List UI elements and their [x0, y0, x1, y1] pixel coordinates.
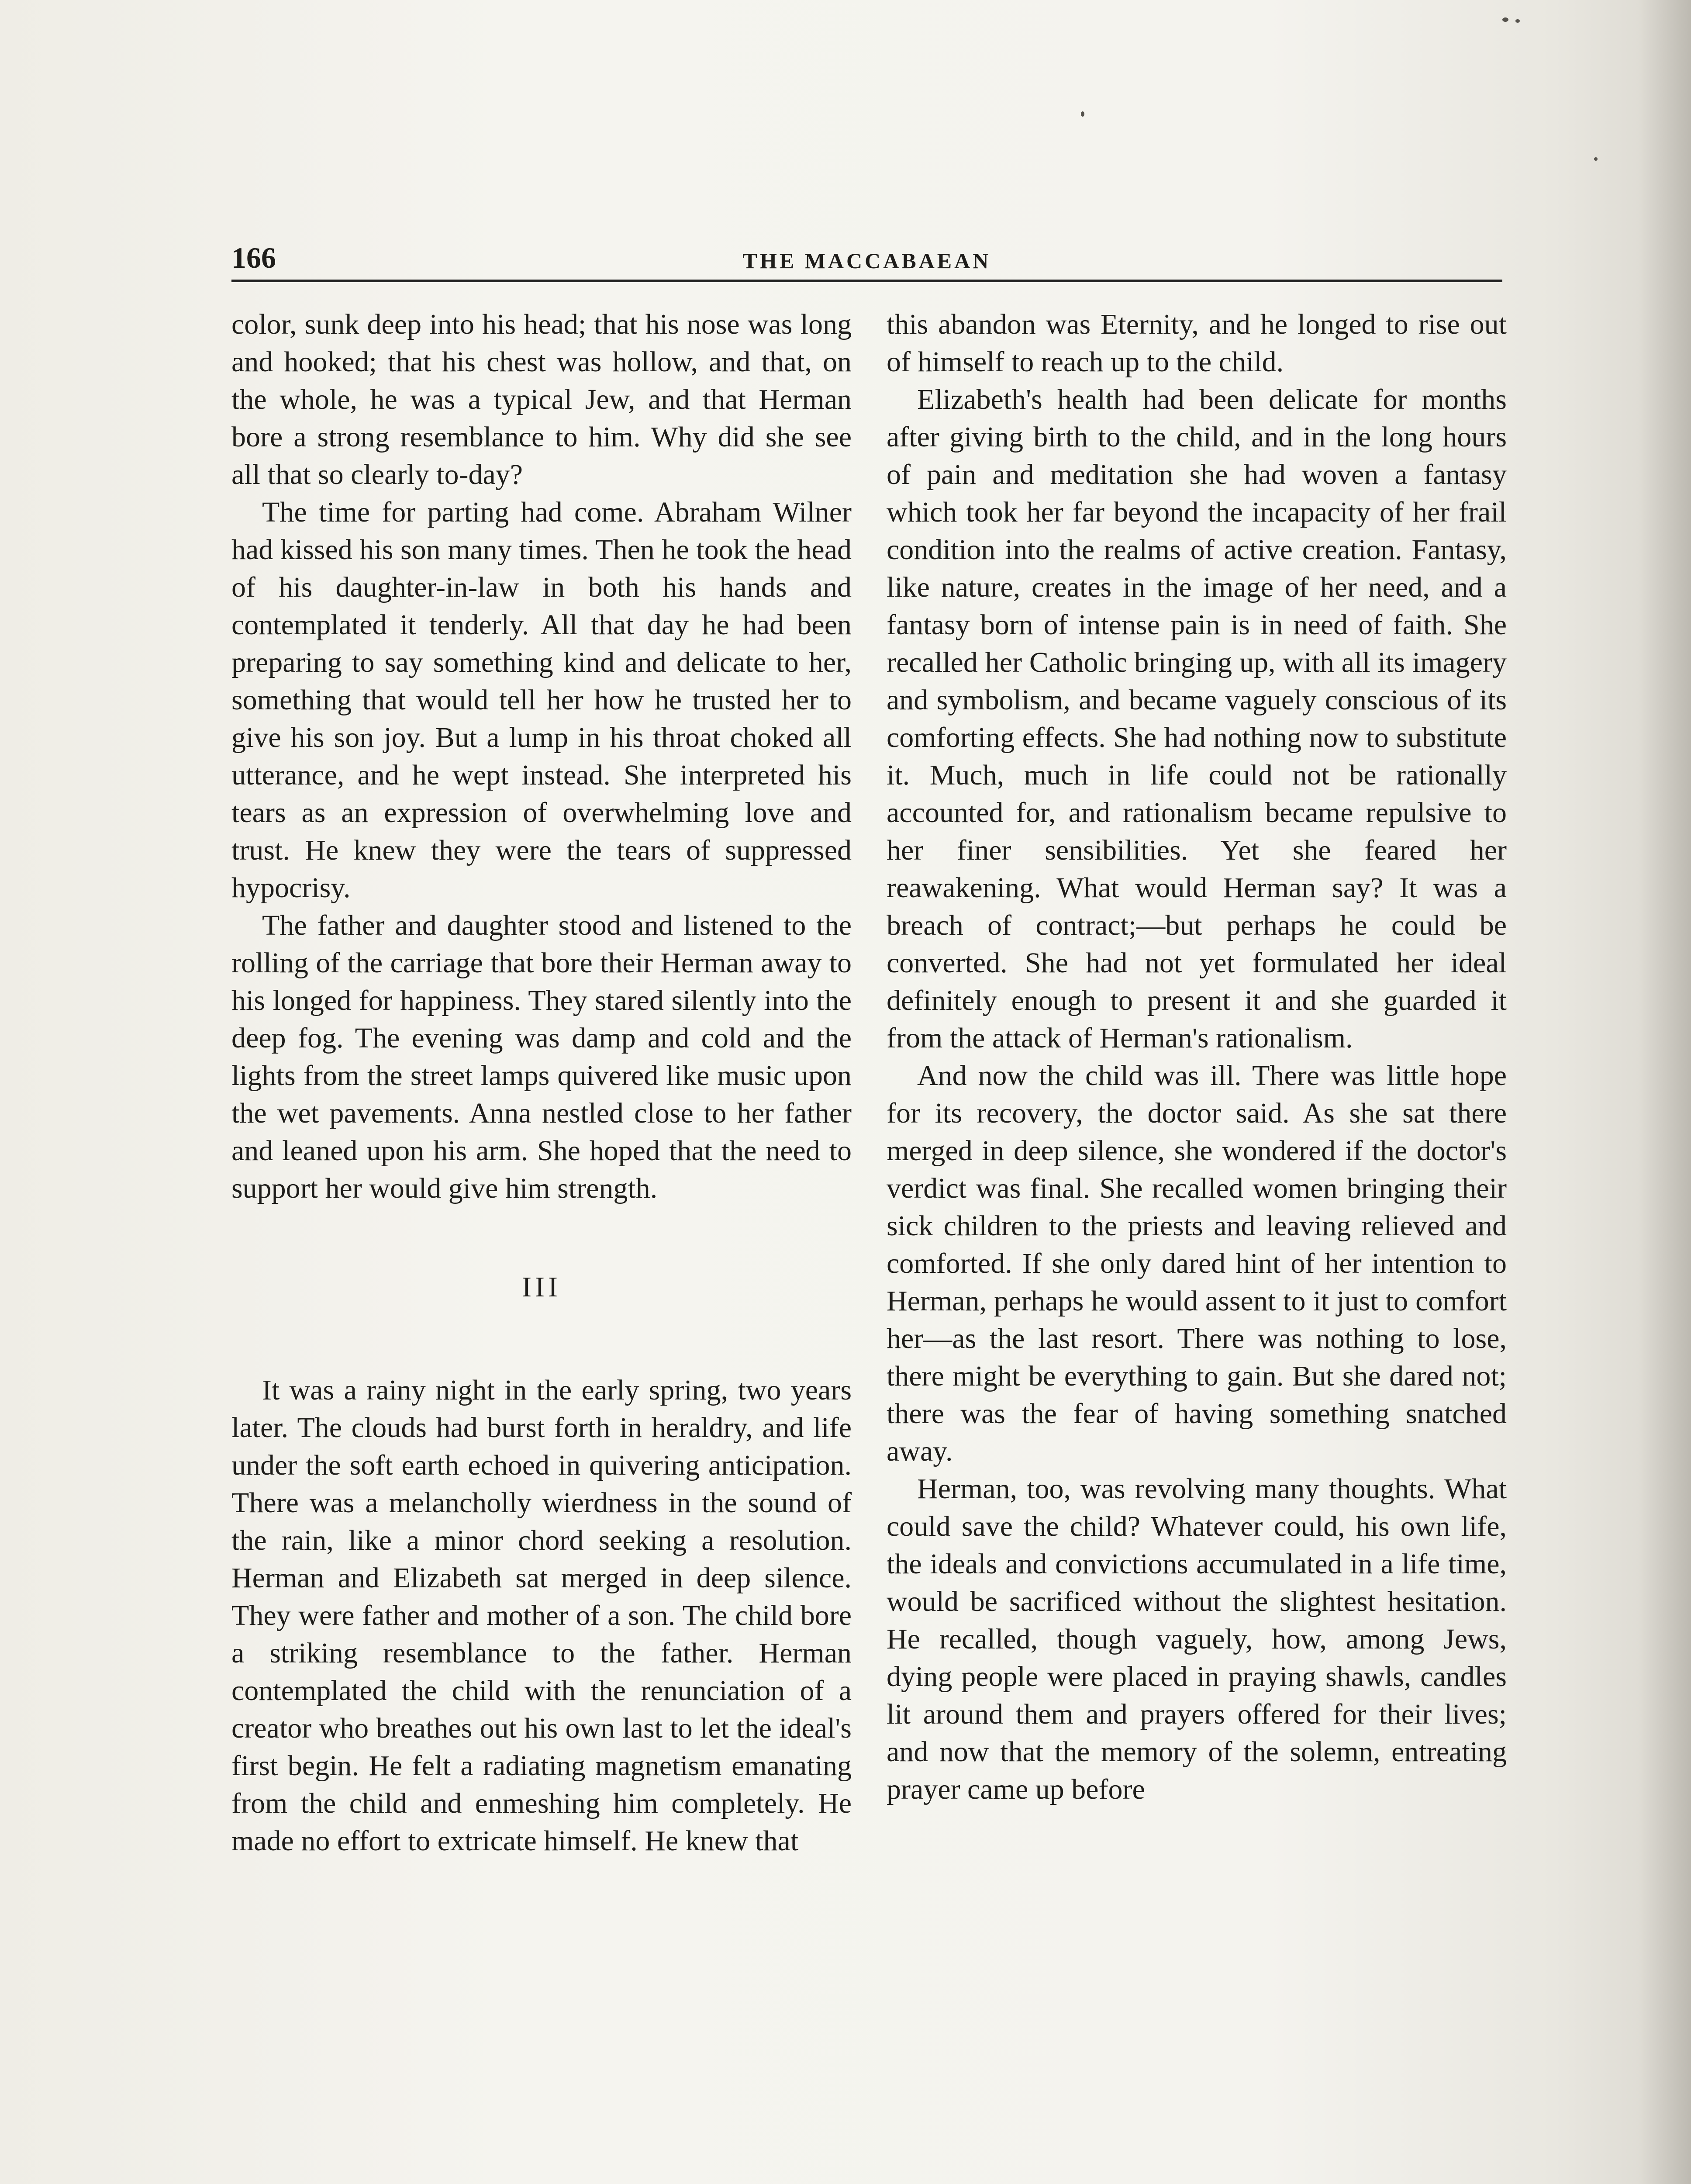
paragraph: The father and daughter stood and listened to the rolling of the carriage that bore their Herman away to his longed for happiness. They stared silently into the deep fog. The evening was damp and cold and the lights from the street lamps quivered like music upon the wet pavements. Anna nestled close to her father and leaned upon his arm. She hoped that the need to support her would give him strength.	[231, 909, 852, 1204]
scan-speck	[1502, 17, 1508, 22]
scan-speck	[1081, 111, 1084, 117]
scan-speck	[1594, 157, 1598, 161]
scan-speck	[1515, 19, 1520, 23]
paragraph: And now the child was ill. There was little hope for its recovery, the doctor said. As she sat there merged in deep silence, she wondered if the doctor's verdict was final. She recalled women bringing their sick children to the priests and leaving relieved and comforted. If she only dared hint of her intention to Herman, perhaps he would assent to it just to comfort her—as the last resort. There was nothing to lose, there might be everything to gain. But she dared not; there was the fear of having something snatched away.	[887, 1060, 1507, 1467]
paragraph: Herman, too, was revolving many thoughts. What could save the child? Whatever could, his own life, the ideals and convictions accumulated in a life time, would be sacrificed without the slightest hesitation. He recalled, though vaguely, how, among Jews, dying people were placed in praying shawls, candles lit around them and prayers offered for their lives; and now that the memory of the solemn, entreating prayer came up before	[887, 1473, 1507, 1805]
page-binding-shadow	[1639, 0, 1691, 2184]
paragraph: color, sunk deep into his head; that his nose was long and hooked; that his chest was hollow, and that, on the whole, he was a typical Jew, and that Herman bore a strong resemblance to him. Why did she see all that so clearly to-day?	[231, 308, 852, 491]
section-heading: III	[522, 1271, 561, 1303]
paragraph: this abandon was Eternity, and he longed to rise out of himself to reach up to the child.	[887, 308, 1507, 378]
page-header	[231, 232, 1502, 282]
left-column	[231, 306, 852, 1860]
paragraph: It was a rainy night in the early spring, two years later. The clouds had burst forth in heraldry, and life under the soft earth echoed in quivering anticipation. There was a melancholly wierdness in the sound of the rain, like a minor chord seeking a resolution. Herman and Elizabeth sat merged in deep silence. They were father and mother of a son. The child bore a striking resemblance to the father. Herman contemplated the child with the renunciation of a creator who breathes out his own last to let the ideal's first begin. He felt a radiating magnetism emanating from the child and enmeshing him completely. He made no effort to extricate himself. He knew that	[231, 1374, 852, 1857]
right-column	[887, 306, 1507, 1808]
running-head: THE MACCABAEAN	[742, 249, 991, 273]
page-number: 166	[231, 241, 276, 274]
paragraph: The time for parting had come. Abraham Wilner had kissed his son many times. Then he took the head of his daughter-in-law in both his hands and contemplated it tenderly. All that day he had been preparing to say something kind and delicate to her, something that would tell her how he trusted her to give his son joy. But a lump in his throat choked all utterance, and he wept instead. She interpreted his tears as an expression of overwhelming love and trust. He knew they were the tears of suppressed hypocrisy.	[231, 496, 852, 904]
paragraph: Elizabeth's health had been delicate for months after giving birth to the child, and in the long hours of pain and meditation she had woven a fantasy which took her far beyond the incapacity of her frail condition into the realms of active creation. Fantasy, like nature, creates in the image of her need, and a fantasy born of intense pain is in need of faith. She recalled her Catholic bringing up, with all its imagery and symbolism, and became vaguely conscious of its comforting effects. She had nothing now to substitute it. Much, much in life could not be rationally accounted for, and rationalism became repulsive to her finer sensibilities. Yet she feared her reawakening. What would Herman say? It was a breach of contract;—but perhaps he could be converted. She had not yet formulated her ideal definitely enough to present it and she guarded it from the attack of Herman's rationalism.	[887, 384, 1507, 1054]
